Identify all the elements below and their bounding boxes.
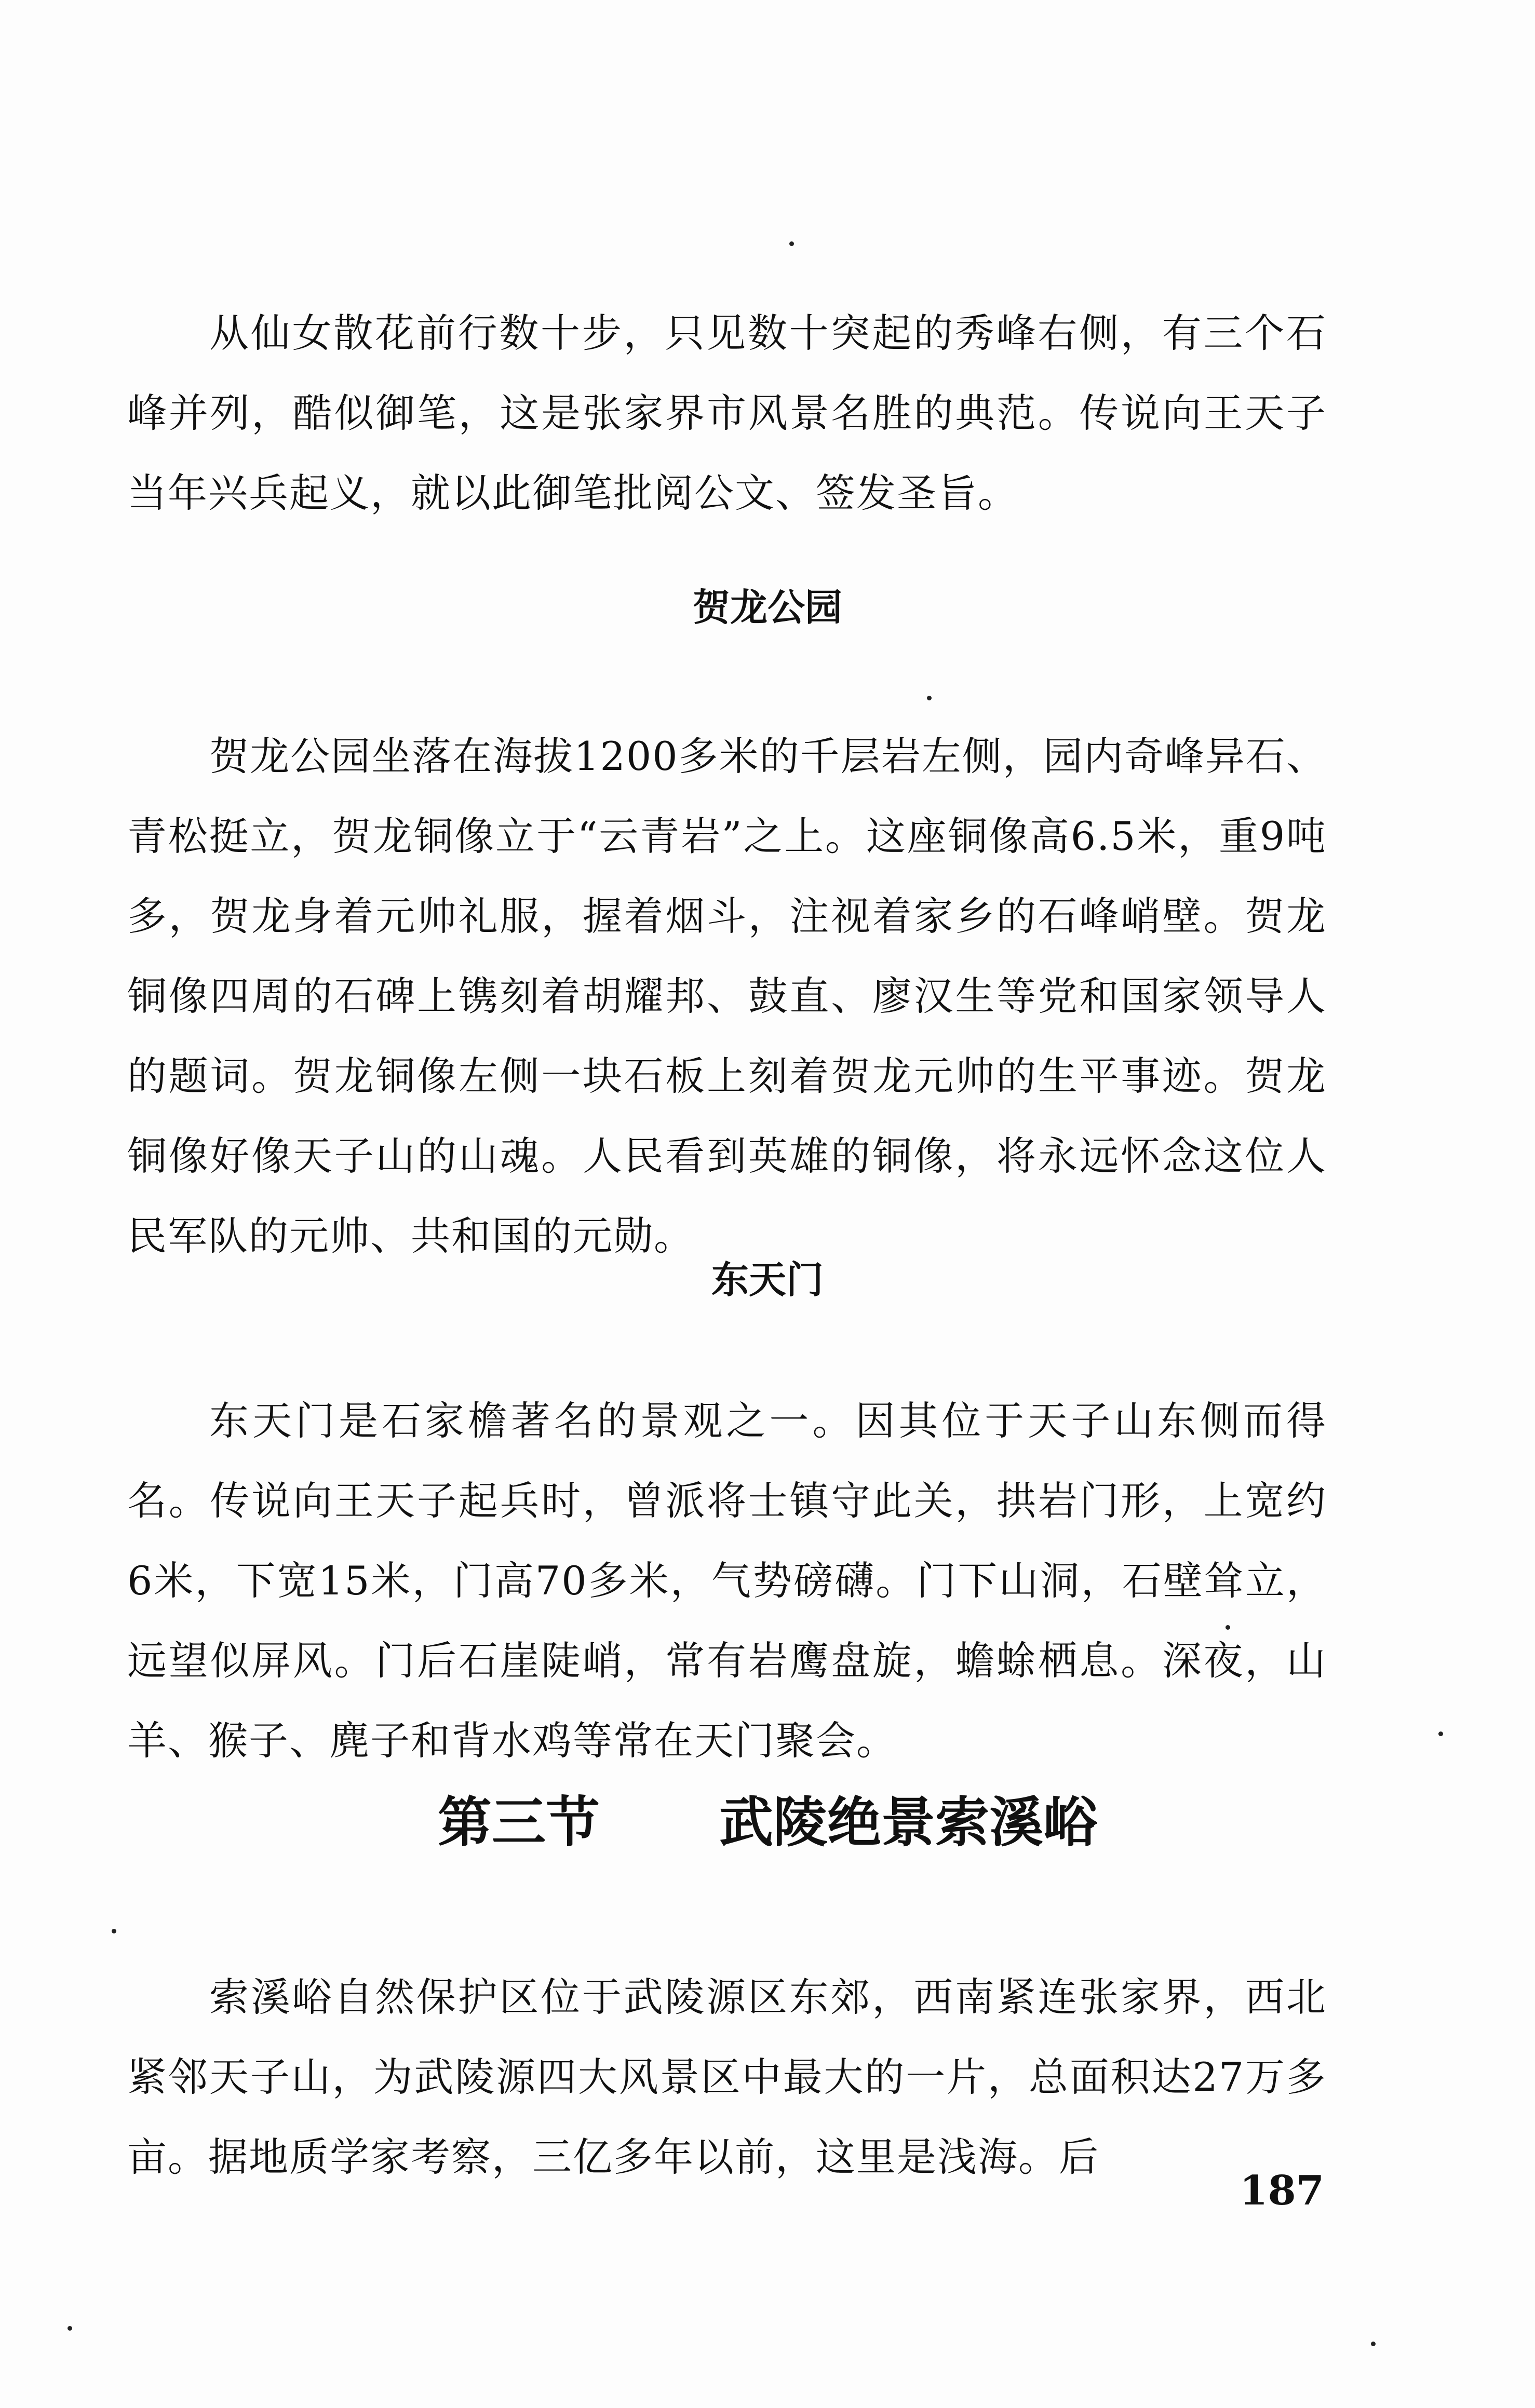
section-heading [0, 1786, 1535, 1859]
scan-speck [1226, 1625, 1230, 1630]
paragraph-suoxiyu: 索溪峪自然保护区位于武陵源区东郊，西南紧连张家界，西北紧邻天子山，为武陵源四大风景区中最大的一片，总面积达27万多亩。据地质学家考察，三亿多年以前，这里是浅海。后 [127, 1974, 1327, 2180]
section-title: 武陵绝景索溪峪 [719, 1791, 1098, 1854]
scan-speck [789, 241, 794, 246]
paragraph-imperial-brush: 从仙女散花前行数十步，只见数十突起的秀峰右侧，有三个石峰并列，酷似御笔，这是张家界市风景名胜的典范。传说向王天子当年兴兵起义，就以此御笔批阅公文、签发圣旨。 [127, 310, 1327, 516]
scan-speck [1371, 2342, 1376, 2346]
paragraph-helong-park: 贺龙公园坐落在海拔1200多米的千层岩左侧，园内奇峰异石、青松挺立，贺龙铜像立于“云青岩”之上。这座铜像高6.5米，重9吨多，贺龙身着元帅礼服，握着烟斗，注视着家乡的石峰峭壁。贺龙铜像四周的石碑上镌刻着胡耀邦、鼓直、廖汉生等党和国家领导人的题词。贺龙铜像左侧一块石板上刻着贺龙元帅的生平事迹。贺龙铜像好像天子山的山魂。人民看到英雄的铜像，将永远怀念这位人民军队的元帅、共和国的元勋。 [127, 733, 1327, 1259]
scan-speck [927, 696, 932, 700]
heading-helong-park: 贺龙公园 [692, 586, 842, 629]
scan-speck [68, 2326, 72, 2331]
paragraph-east-heaven-gate: 东天门是石家檐著名的景观之一。因其位于天子山东侧而得名。传说向王天子起兵时，曾派将士镇守此关，拱岩门形，上宽约6米，下宽15米，门高70多米，气势磅礴。门下山洞，石壁耸立，远望似屏风。门后石崖陡峭，常有岩鹰盘旋，蟾蜍栖息。深夜，山羊、猴子、麂子和背水鸡等常在天门聚会。 [127, 1398, 1327, 1764]
heading-east-heaven-gate: 东天门 [711, 1258, 824, 1302]
section-number: 第三节 [437, 1791, 600, 1854]
scan-speck [1438, 1731, 1443, 1736]
page-number: 187 [1240, 2167, 1324, 2214]
scan-speck [112, 1929, 116, 1933]
